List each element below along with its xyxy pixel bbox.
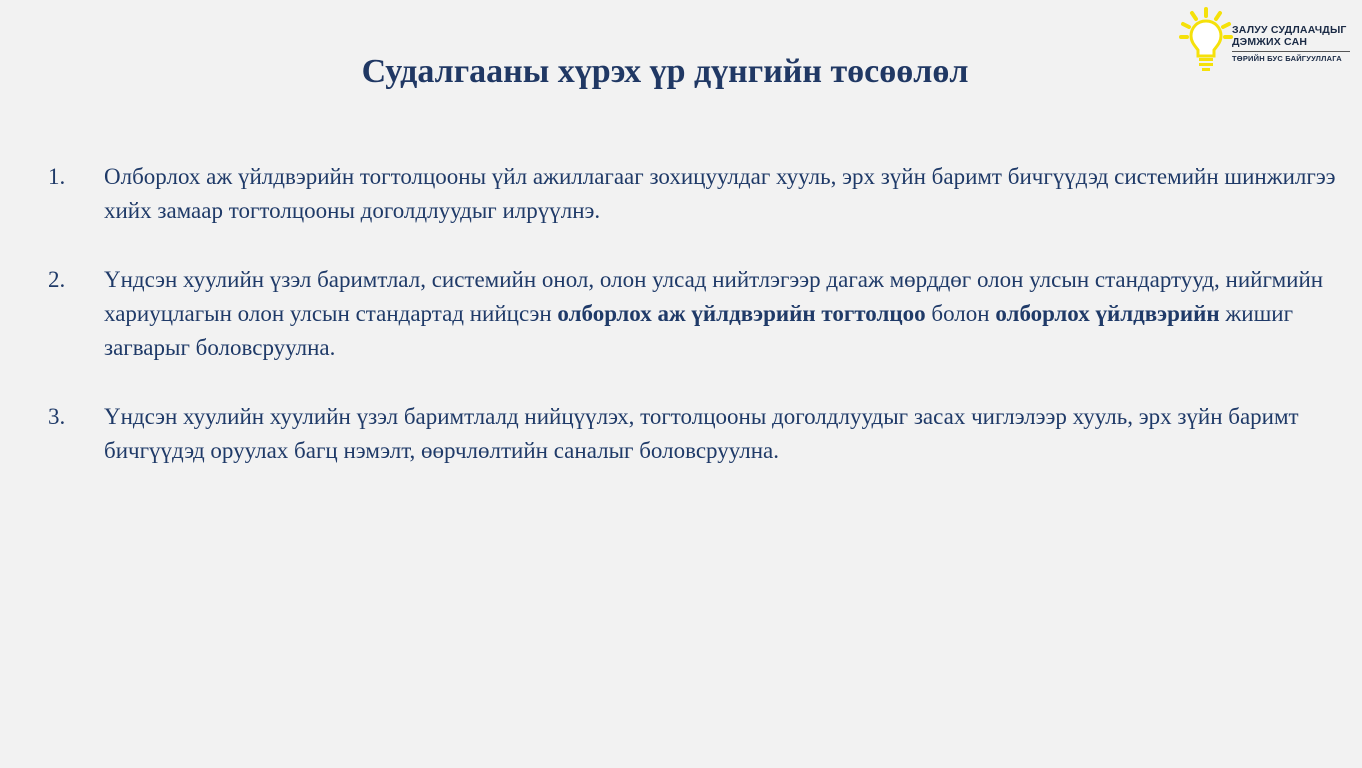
list-item [48,400,1338,468]
item-number: 2. [48,267,66,292]
item-number: 1. [48,164,66,189]
item-text-bold: олборлох үйлдвэрийн [995,301,1220,326]
item-text-bold: олборлох аж үйлдвэрийн тогтолцоо [557,301,926,326]
logo-line-1: ЗАЛУУ СУДЛААЧДЫГ [1232,24,1347,36]
list-item [48,263,1338,365]
item-text: Үндсэн хуулийн хуулийн үзэл баримтлалд нийцүүлэх, тогтолцооны доголдлуудыг засах чиглэлээр хууль, эрх зүйн баримт бичгүүдэд оруулах багц нэмэлт, өөрчлөлтийн саналыг боловсруулна. [104,404,1299,463]
results-list [48,160,1338,503]
item-text: Үндсэн хуулийн үзэл баримтлал, системийн онол, олон улсад нийтлэгээр дагаж мөрддөг олон улсын стандартууд, нийгмийн хариуцлагын олон улсын стандартад нийцсэн [104,267,1324,326]
item-text: Олборлох аж үйлдвэрийн тогтолцооны үйл ажиллагааг зохицуулдаг хууль, эрх зүйн баримт бичгүүдэд системийн шинжилгээ хийх замаар тогтолцооны доголдлуудыг илрүүлнэ. [104,164,1336,223]
logo-line-2: ДЭМЖИХ САН [1232,36,1308,48]
logo-line-3: ТӨРИЙН БУС БАЙГУУЛЛАГА [1232,54,1342,63]
item-text: жишиг загварыг боловсруулна. [104,301,1294,360]
item-number: 3. [48,404,66,429]
item-text: болон [925,301,996,326]
slide-title: Судалгааны хүрэх үр дүнгийн төсөөлөл [361,53,969,90]
list-item [48,160,1338,228]
